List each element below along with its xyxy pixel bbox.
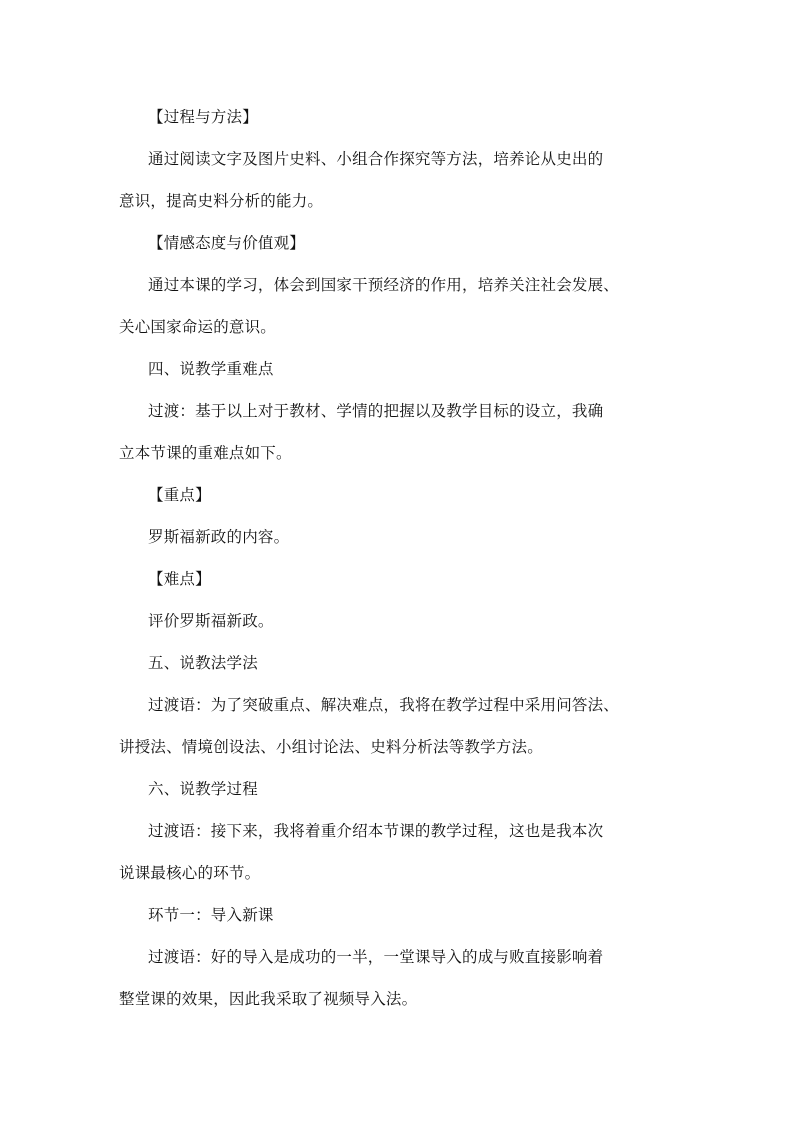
paragraph-line: 讲授法、情境创设法、小组讨论法、史料分析法等教学方法。 (119, 738, 543, 756)
paragraph-line: 通过本课的学习，体会到国家干预经济的作用，培养关注社会发展、 (148, 276, 620, 294)
paragraph-line: 过渡：基于以上对于教材、学情的把握以及教学目标的设立，我确 (148, 402, 604, 420)
section-heading-methods: 五、说教法学法 (148, 654, 258, 672)
paragraph-line: 通过阅读文字及图片史料、小组合作探究等方法，培养论从史出的 (148, 150, 604, 168)
paragraph-line: 整堂课的效果，因此我采取了视频导入法。 (119, 990, 418, 1008)
paragraph-line: 评价罗斯福新政。 (148, 612, 274, 630)
paragraph-line: 过渡语：好的导入是成功的一半，一堂课导入的成与败直接影响着 (148, 948, 604, 966)
section-heading-key-points: 四、说教学重难点 (148, 360, 274, 378)
paragraph-line: 罗斯福新政的内容。 (148, 528, 290, 546)
paragraph-line: 过渡语：为了突破重点、解决难点，我将在教学过程中采用问答法、 (148, 696, 620, 714)
heading-emotion-values: 【情感态度与价值观】 (148, 234, 306, 252)
paragraph-line: 意识，提高史料分析的能力。 (119, 192, 324, 210)
paragraph-line: 立本节课的重难点如下。 (119, 444, 292, 462)
heading-key-point: 【重点】 (148, 486, 211, 504)
heading-process-methods: 【过程与方法】 (148, 108, 258, 126)
heading-difficult-point: 【难点】 (148, 570, 211, 588)
subsection-heading-intro: 环节一：导入新课 (148, 906, 274, 924)
section-heading-process: 六、说教学过程 (148, 780, 258, 798)
paragraph-line: 关心国家命运的意识。 (119, 318, 277, 336)
paragraph-line: 说课最核心的环节。 (119, 864, 261, 882)
paragraph-line: 过渡语：接下来，我将着重介绍本节课的教学过程，这也是我本次 (148, 822, 604, 840)
